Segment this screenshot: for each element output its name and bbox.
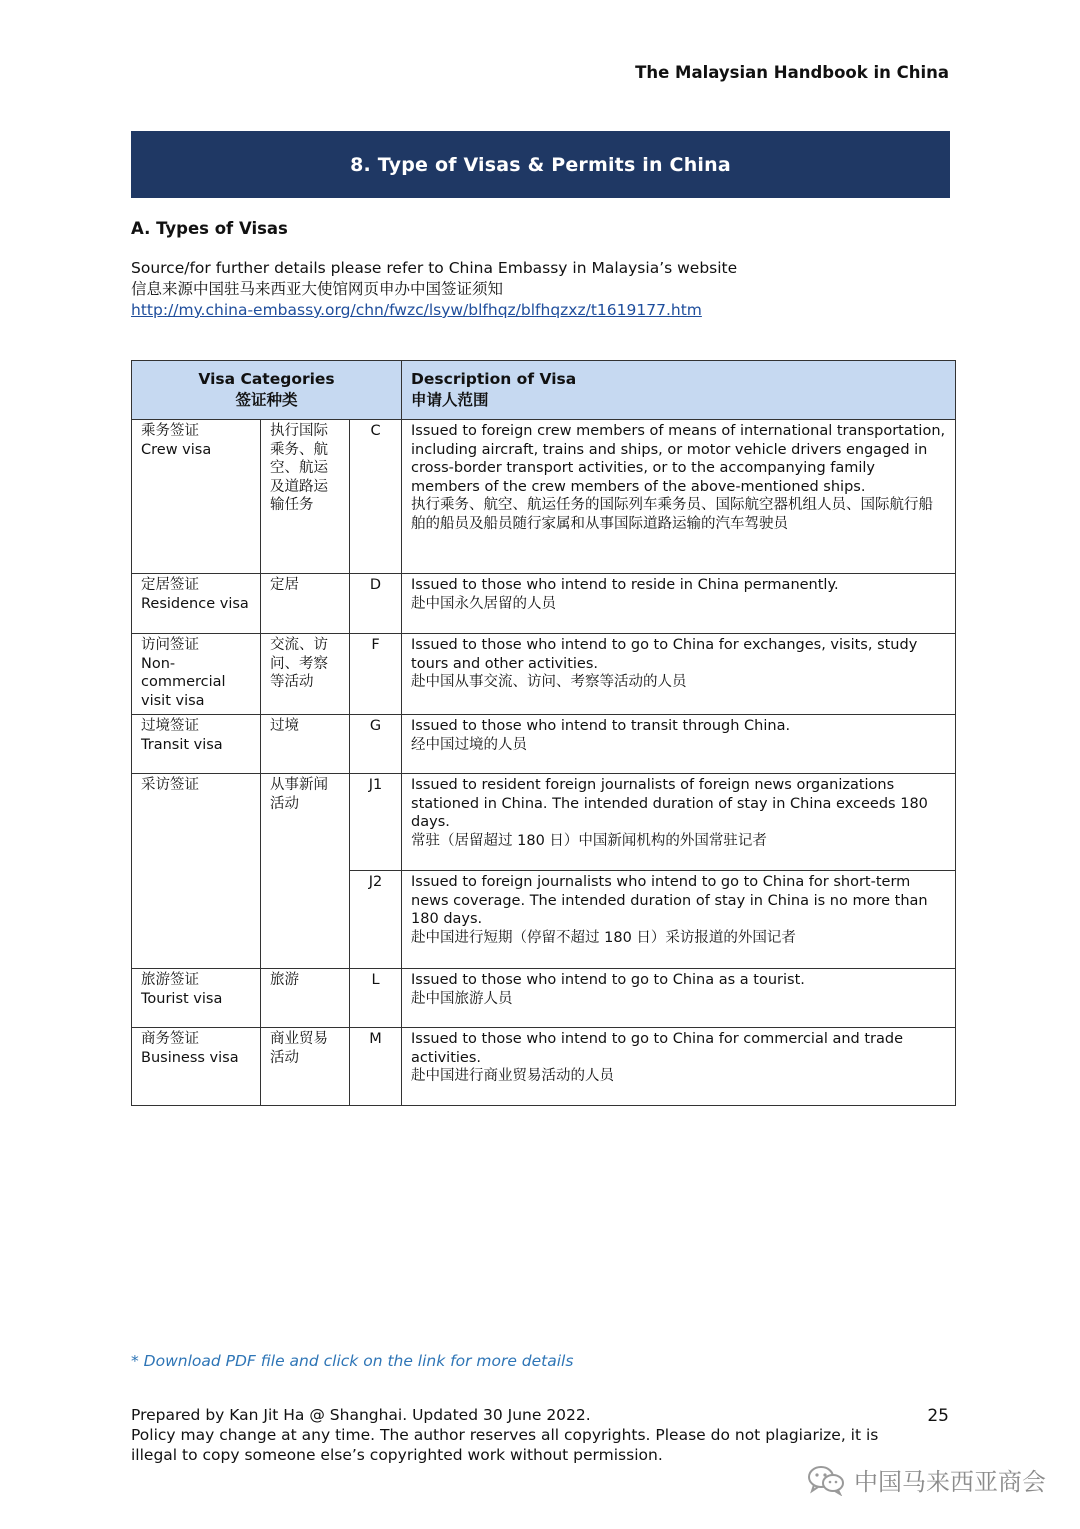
watermark [806, 1462, 1046, 1497]
running-title: The Malaysian Handbook in China [635, 63, 949, 82]
visa-description-cell: Issued to foreign journalists who intend to go to China for short-term news coverage. The intended duration of stay in China is no more than 180 days. 赴中国进行短期（停留不超过 180 日）采访报道的外国记者 [402, 871, 956, 969]
table-row [132, 1028, 956, 1106]
visa-name-cell: 过境签证 Transit visa [132, 715, 261, 774]
visa-table [131, 360, 956, 1106]
visa-description-cell: Issued to those who intend to go to China for exchanges, visits, study tours and other activities. 赴中国从事交流、访问、考察等活动的人员 [402, 634, 956, 715]
visa-purpose-cell: 定居 [261, 574, 350, 634]
visa-name-cell: 采访签证 [132, 774, 261, 969]
table-row [132, 969, 956, 1028]
visa-name-cell: 访问签证 Non-commercial visit visa [132, 634, 261, 715]
table-row [132, 634, 956, 715]
page-footer [131, 1405, 921, 1465]
watermark-text: 中国马来西亚商会 [854, 1468, 1046, 1496]
visa-code-cell: F [350, 634, 402, 715]
visa-purpose-cell: 执行国际乘务、航空、航运及道路运输任务 [261, 420, 350, 574]
visa-code-cell: J1 [350, 774, 402, 871]
visa-name-cell: 商务签证 Business visa [132, 1028, 261, 1106]
source-block [131, 258, 737, 321]
visa-name-cell: 旅游签证 Tourist visa [132, 969, 261, 1028]
wechat-icon [806, 1464, 846, 1496]
chapter-title: 8. Type of Visas & Permits in China [350, 153, 731, 176]
description-header: Description of Visa 申请人范围 [402, 361, 956, 420]
footer-copyright: Policy may change at any time. The author reserves all copyrights. Please do not plagiarize, it is illegal to copy someone else’s copyrighted work without permission. [131, 1426, 879, 1464]
visa-description-cell: Issued to those who intend to reside in China permanently. 赴中国永久居留的人员 [402, 574, 956, 634]
visa-purpose-cell: 过境 [261, 715, 350, 774]
visa-code-cell: L [350, 969, 402, 1028]
visa-name-cell: 定居签证 Residence visa [132, 574, 261, 634]
visa-code-cell: G [350, 715, 402, 774]
table-row [132, 715, 956, 774]
visa-purpose-cell: 交流、访问、考察等活动 [261, 634, 350, 715]
visa-description-cell: Issued to those who intend to go to China for commercial and trade activities. 赴中国进行商业贸易活动的人员 [402, 1028, 956, 1106]
table-row [132, 574, 956, 634]
visa-categories-header: Visa Categories 签证种类 [132, 361, 402, 420]
visa-name-cell: 乘务签证 Crew visa [132, 420, 261, 574]
section-heading: A. Types of Visas [131, 219, 288, 238]
visa-code-cell: M [350, 1028, 402, 1106]
visa-purpose-cell: 从事新闻活动 [261, 774, 350, 969]
download-footnote: * Download PDF file and click on the link for more details [131, 1352, 574, 1370]
visa-description-cell: Issued to those who intend to transit through China. 经中国过境的人员 [402, 715, 956, 774]
footer-prepared-by: Prepared by Kan Jit Ha @ Shanghai. Updated 30 June 2022. [131, 1406, 591, 1424]
visa-description-cell: Issued to foreign crew members of means of international transportation, including aircraft, trains and ships, or motor vehicle drivers engaged in cross-border transport activities, or to the accompanying family members of the crew members of the above-mentioned ships. 执行乘务、航空、航运任务的国际列车乘务员、国际航空器机组人员、国际航行船舶的船员及船员随行家属和从事国际道路运输的汽车驾驶员 [402, 420, 956, 574]
table-header-row [132, 361, 956, 420]
embassy-link[interactable]: http://my.china-embassy.org/chn/fwzc/lsyw/blfhqz/blfhqzxz/t1619177.htm [131, 301, 702, 319]
table-row [132, 774, 956, 871]
visa-code-cell: C [350, 420, 402, 574]
visa-description-cell: Issued to those who intend to go to China as a tourist. 赴中国旅游人员 [402, 969, 956, 1028]
visa-purpose-cell: 商业贸易活动 [261, 1028, 350, 1106]
page-number: 25 [927, 1406, 949, 1426]
source-text-cn: 信息来源中国驻马来西亚大使馆网页申办中国签证须知 [131, 280, 504, 298]
table-row [132, 420, 956, 574]
source-text-en: Source/for further details please refer to China Embassy in Malaysia’s website [131, 259, 738, 277]
visa-purpose-cell: 旅游 [261, 969, 350, 1028]
visa-description-cell: Issued to resident foreign journalists of foreign news organizations stationed in China. The intended duration of stay in China exceeds 180 days. 常驻（居留超过 180 日）中国新闻机构的外国常驻记者 [402, 774, 956, 871]
visa-code-cell: J2 [350, 871, 402, 969]
chapter-banner [131, 131, 950, 198]
visa-code-cell: D [350, 574, 402, 634]
